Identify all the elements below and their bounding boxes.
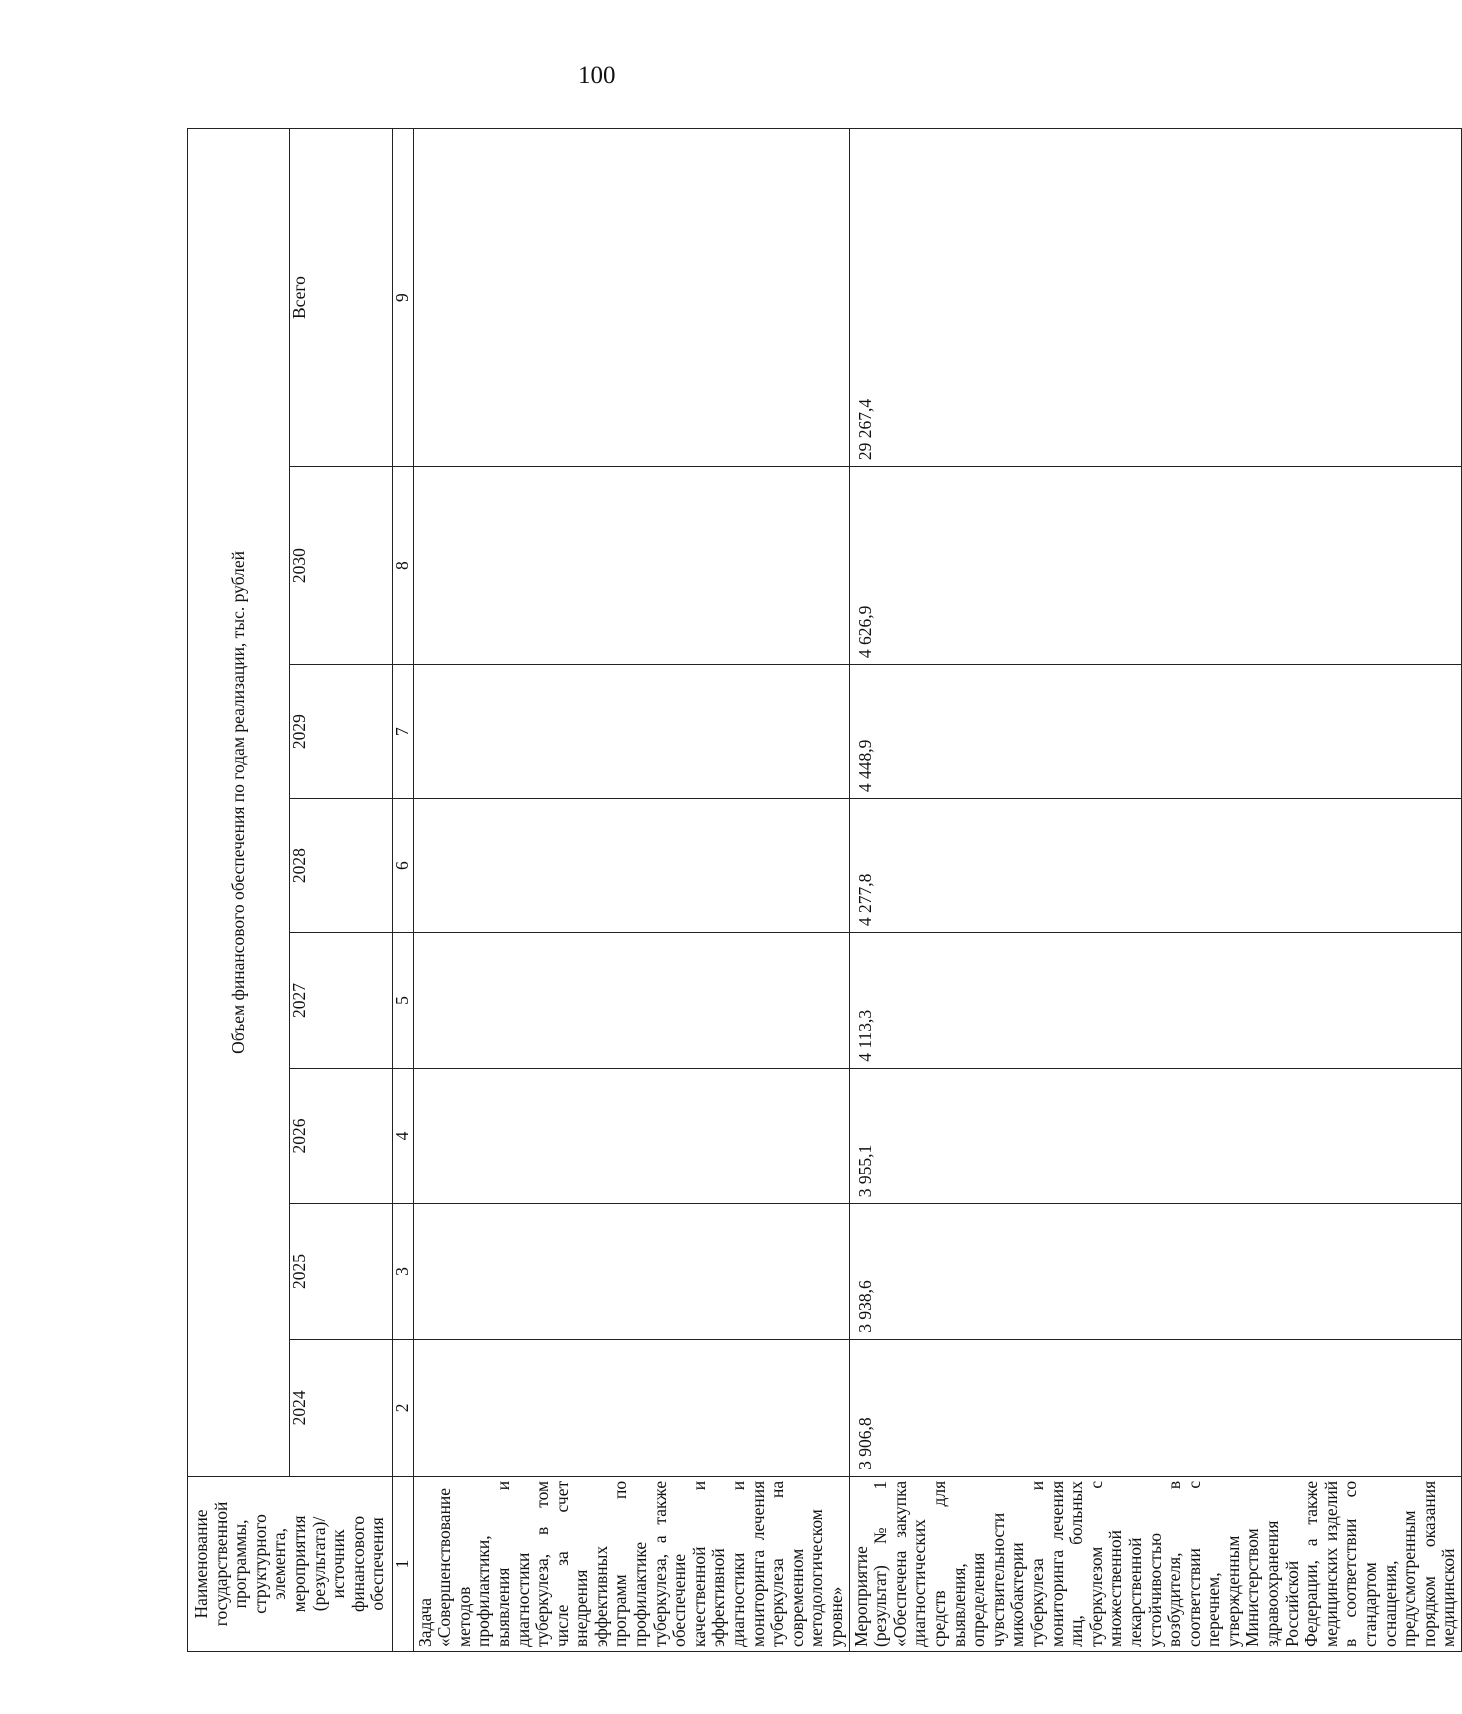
col-number-2: 2 (392, 1339, 413, 1476)
name-column-header: Наименование государственной программы, структурного элемента, мероприятия (результата)/источник финансового обеспечения (188, 1476, 393, 1651)
value-2027: 4 113,3 (849, 933, 1461, 1069)
row-value (413, 1204, 849, 1340)
row-value (413, 1068, 849, 1204)
rotated-table-container (187, 128, 1459, 1652)
col-number-9: 9 (392, 129, 413, 467)
col-number-3: 3 (392, 1204, 413, 1340)
column-number-row (392, 129, 413, 1652)
value-2030: 4 626,9 (849, 467, 1461, 665)
row-value (413, 1339, 849, 1476)
value-2026: 3 955,1 (849, 1068, 1461, 1204)
year-2030: 2030 (290, 467, 392, 665)
year-2027: 2027 (290, 933, 392, 1069)
row-value (413, 665, 849, 799)
col-number-6: 6 (392, 799, 413, 933)
row-value (413, 467, 849, 665)
value-2025: 3 938,6 (849, 1204, 1461, 1340)
row-value (413, 129, 849, 467)
col-number-5: 5 (392, 933, 413, 1069)
row-value (413, 933, 849, 1069)
value-total: 29 267,4 (849, 129, 1461, 467)
year-2029: 2029 (290, 665, 392, 799)
year-2028: 2028 (290, 799, 392, 933)
year-2025: 2025 (290, 1204, 392, 1340)
page-number: 100 (578, 62, 616, 89)
table-row (849, 129, 1461, 1652)
col-number-7: 7 (392, 665, 413, 799)
row-name-measure: Мероприятие (результат) № 1 «Обеспечена закупка диагностических средств для выявления, определения чувствительности микобактерии туберкулеза и мониторинга лечения лиц, больных туберкулезом с множественной лекарственной устойчивостью возбудителя, в соответствии с перечнем, утвержденным Министерством здравоохранения Российской Федерации, а также медицинских изделий в соответствии со стандартом оснащения, предусмотренным порядком оказания медицинской (849, 1476, 1461, 1651)
year-row (290, 129, 392, 1652)
year-total: Всего (290, 129, 392, 467)
table-row (413, 129, 849, 1652)
financing-table (187, 128, 1462, 1652)
year-2024: 2024 (290, 1339, 392, 1476)
value-2029: 4 448,9 (849, 665, 1461, 799)
volume-header: Объем финансового обеспечения по годам реализации, тыс. рублей (188, 129, 290, 1477)
value-2024: 3 906,8 (849, 1339, 1461, 1476)
col-number-1: 1 (392, 1476, 413, 1651)
row-name-task: Задача «Совершенствование методов профилактики, выявления и диагностики туберкулеза, в том числе за счет внедрения эффективных программ по профилактике туберкулеза, а также обеспечение качественной и эффективной диагностики и мониторинга лечения туберкулеза на современном методологическом уровне» (413, 1476, 849, 1651)
header-row (188, 129, 290, 1652)
value-2028: 4 277,8 (849, 799, 1461, 933)
year-2026: 2026 (290, 1068, 392, 1204)
col-number-4: 4 (392, 1068, 413, 1204)
row-value (413, 799, 849, 933)
col-number-8: 8 (392, 467, 413, 665)
